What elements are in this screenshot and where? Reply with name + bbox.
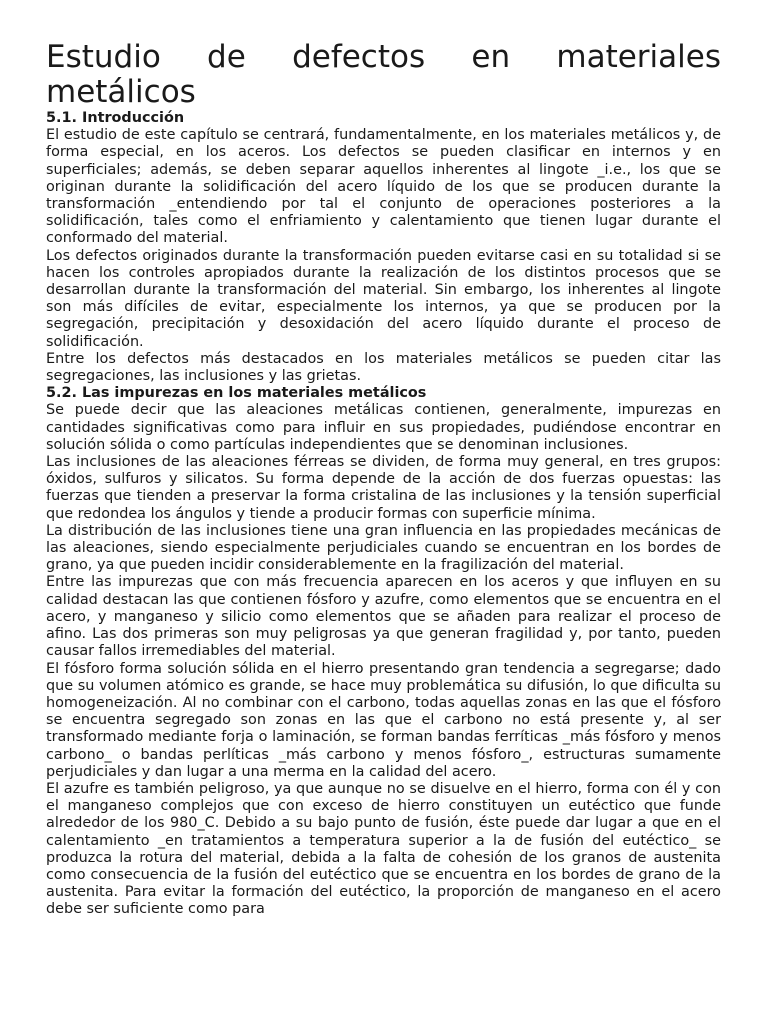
document-title: Estudio de defectos en materiales metálicos [46, 40, 721, 110]
paragraph: Se puede decir que las aleaciones metálicas contienen, generalmente, impurezas en cantidades significativas como para influir en sus propiedades, pudiéndose encontrar en solución sólida o como partículas independientes que se denominan inclusiones. [46, 402, 721, 453]
paragraph: Entre las impurezas que con más frecuencia aparecen en los aceros y que influyen en su calidad destacan las que contienen fósforo y azufre, como elementos que se encuentra en el acero, y manganeso y silicio como elementos que se añaden para realizar el proceso de afino. Las dos primeras son muy peligrosas ya que generan fragilidad y, por tanto, pueden causar fallos irremediables del material. [46, 574, 721, 660]
paragraph: El fósforo forma solución sólida en el hierro presentando gran tendencia a segregarse; dado que su volumen atómico es grande, se hace muy problemática su difusión, lo que dificulta su homogeneización. Al no combinar con el carbono, todas aquellas zonas en las que el fósforo se encuentra segregado son zonas en las que el carbono no está presente y, al ser transformado mediante forja o laminación, se forman bandas ferríticas _más fósforo y menos carbono_ o bandas perlíticas _más carbono y menos fósforo_, estructuras sumamente perjudiciales y dan lugar a una merma en la calidad del acero. [46, 660, 721, 780]
paragraph: El azufre es también peligroso, ya que aunque no se disuelve en el hierro, forma con él y con el manganeso complejos que con exceso de hierro constituyen un eutéctico que funde alrededor de los 980_C. Debido a su bajo punto de fusión, éste puede dar lugar a que en el calentamiento _en tratamientos a temperatura superior a la de fusión del eutéctico_ se produzca la rotura del material, debida a la falta de cohesión de los granos de austenita como consecuencia de la fusión del eutéctico que se encuentra en los bordes de grano de la austenita. Para evitar la formación del eutéctico, la proporción de manganeso en el acero debe ser suficiente como para [46, 780, 721, 918]
document-page [46, 40, 721, 1024]
paragraph: Las inclusiones de las aleaciones férreas se dividen, de forma muy general, en tres grupos: óxidos, sulfuros y silicatos. Su forma depende de la acción de dos fuerzas opuestas: las fuerzas que tienden a preservar la forma cristalina de las inclusiones y la tensión superficial que redondea los ángulos y tiende a producir formas con superficie mínima. [46, 454, 721, 522]
section-introduccion [46, 110, 721, 385]
paragraph: La distribución de las inclusiones tiene una gran influencia en las propiedades mecánicas de las aleaciones, siendo especialmente perjudiciales cuando se encuentran en los bordes de grano, ya que pueden incidir considerablemente en la fragilización del material. [46, 522, 721, 574]
paragraph: El estudio de este capítulo se centrará, fundamentalmente, en los materiales metálicos y, de forma especial, en los aceros. Los defectos se pueden clasificar en internos y en superficiales; además, se deben separar aquellos inherentes al lingote _i.e., los que se originan durante la solidificación del acero líquido de los que se producen durante la transformación _entendiendo por tal el conjunto de operaciones posteriores a la solidificación, tales como el enfriamiento y calentamiento que tienen lugar durante el conformado del material. [46, 127, 721, 247]
section-heading: 5.1. Introducción [46, 110, 185, 126]
paragraph: Los defectos originados durante la transformación pueden evitarse casi en su totalidad si se hacen los controles apropiados durante la realización de los distintos procesos que se desarrollan durante la transformación del material. Sin embargo, los inherentes al lingote son más difíciles de evitar, especialmente los internos, ya que se producen por la segregación, precipitación y desoxidación del acero líquido durante el proceso de solidificación. [46, 247, 721, 350]
paragraph: Entre los defectos más destacados en los materiales metálicos se pueden citar las segregaciones, las inclusiones y las grietas. [46, 350, 721, 385]
section-heading: 5.2. Las impurezas en los materiales metálicos [46, 385, 427, 402]
section-impurezas [46, 385, 721, 918]
